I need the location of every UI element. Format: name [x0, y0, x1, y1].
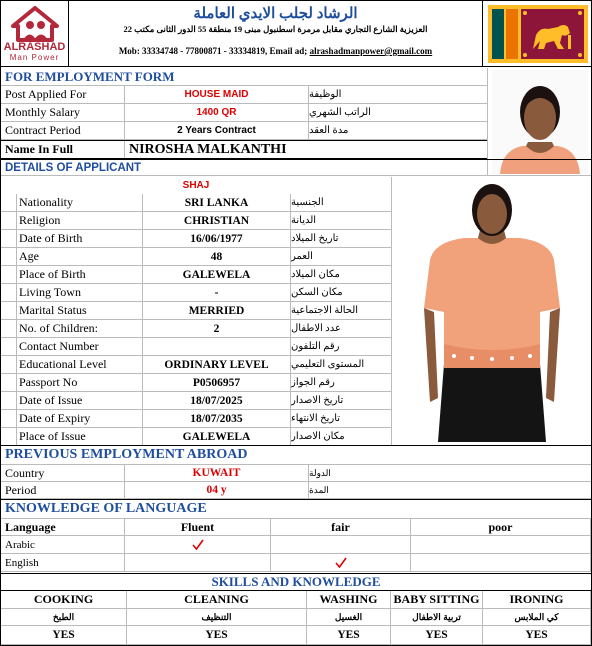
- employment-value: 1400 QR: [125, 104, 309, 121]
- skill-name: COOKING: [1, 591, 127, 608]
- house-people-icon: [10, 6, 60, 42]
- skill-value: YES: [1, 626, 127, 644]
- applicant-value: 16/06/1977: [143, 230, 291, 247]
- language-header-fair: fair: [271, 519, 411, 535]
- applicant-label: Date of Birth: [19, 230, 143, 247]
- skill-name-row: [1, 591, 591, 609]
- applicant-label: Marital Status: [19, 302, 143, 319]
- skill-name: CLEANING: [127, 591, 307, 608]
- applicant-code-row: [1, 177, 391, 194]
- applicant-label: Date of Expiry: [19, 410, 143, 427]
- row-gutter: [1, 374, 17, 391]
- previous-row: [1, 482, 591, 499]
- previous-section-header: [1, 445, 591, 465]
- row-gutter: [1, 248, 17, 265]
- language-level-cell: [411, 554, 591, 571]
- language-level-cell: [125, 554, 271, 571]
- applicant-row: [1, 428, 391, 446]
- employment-section-title: FOR EMPLOYMENT FORM: [5, 68, 175, 84]
- applicant-label: No. of Children:: [19, 320, 143, 337]
- language-level-cell: [271, 554, 411, 571]
- language-header-row: [1, 519, 591, 536]
- row-gutter: [1, 230, 17, 247]
- skill-value: YES: [391, 626, 483, 644]
- applicant-arabic-label: عدد الاطفال: [291, 323, 341, 334]
- skills-section-header: [1, 573, 591, 591]
- row-gutter: [1, 356, 17, 373]
- company-logo: [1, 1, 69, 66]
- applicant-value: ORDINARY LEVEL: [143, 356, 291, 373]
- applicant-row: [1, 266, 391, 284]
- applicant-row: [1, 392, 391, 410]
- employment-row: [1, 104, 487, 122]
- previous-row: [1, 465, 591, 482]
- applicant-value: 2: [143, 320, 291, 337]
- sri-lanka-flag-icon: [488, 5, 588, 63]
- applicant-value: GALEWELA: [143, 428, 291, 445]
- checkmark-icon: [191, 538, 205, 552]
- skill-value: YES: [127, 626, 307, 644]
- applicant-value: SRI LANKA: [143, 194, 291, 211]
- name-label: Name In Full: [5, 141, 125, 158]
- applicant-arabic-label: تاريخ الاصدار: [291, 395, 344, 406]
- applicant-label: Living Town: [19, 284, 143, 301]
- previous-section-title: PREVIOUS EMPLOYMENT ABROAD: [5, 447, 248, 462]
- row-gutter: [1, 428, 17, 445]
- applicant-row: [1, 356, 391, 374]
- employment-arabic-label: مدة العقد: [309, 125, 349, 136]
- applicant-arabic-label: الديانة: [291, 215, 317, 226]
- applicant-label: Educational Level: [19, 356, 143, 373]
- applicant-label: Religion: [19, 212, 143, 229]
- email-link[interactable]: alrashadmanpower@gmail.com: [309, 46, 433, 56]
- language-level-cell: [411, 536, 591, 553]
- employment-row: [1, 86, 487, 104]
- applicant-row: [1, 194, 391, 212]
- employment-arabic-label: الراتب الشهري: [309, 107, 371, 118]
- applicant-arabic-label: الجنسية: [291, 197, 324, 208]
- language-header-language: Language: [5, 519, 125, 535]
- applicant-arabic-label: الحالة الاجتماعية: [291, 305, 359, 316]
- applicant-section-title: DETAILS OF APPLICANT: [5, 161, 142, 174]
- skill-value: YES: [307, 626, 391, 644]
- language-name: Arabic: [5, 536, 125, 553]
- applicant-row: [1, 284, 391, 302]
- previous-arabic-label: المدة: [309, 484, 329, 495]
- language-name: English: [5, 554, 125, 571]
- company-info: [69, 1, 483, 66]
- skill-name: BABY SITTING: [391, 591, 483, 608]
- applicant-code: SHAJ: [182, 180, 210, 191]
- skill-arabic-name: كي الملابس: [483, 609, 591, 625]
- previous-label: Country: [5, 465, 125, 481]
- previous-value: KUWAIT: [125, 465, 309, 481]
- applicant-row: [1, 410, 391, 428]
- applicant-value: P0506957: [143, 374, 291, 391]
- language-row: [1, 554, 591, 572]
- row-gutter: [1, 338, 17, 355]
- arabic-company-name: الرشاد لجلب الايدي العاملة: [193, 6, 358, 22]
- language-header-poor: poor: [411, 519, 591, 535]
- skill-value: YES: [483, 626, 591, 644]
- employment-label: Monthly Salary: [5, 104, 125, 121]
- employment-arabic-label: الوظيفة: [309, 89, 342, 100]
- skill-name: WASHING: [307, 591, 391, 608]
- row-gutter: [1, 320, 17, 337]
- applicant-value: [143, 338, 291, 355]
- row-gutter: [1, 392, 17, 409]
- applicant-arabic-label: العمر: [291, 251, 313, 262]
- row-gutter: [1, 212, 17, 229]
- applicant-value: GALEWELA: [143, 266, 291, 283]
- language-section-title: KNOWLEDGE OF LANGUAGE: [5, 501, 207, 516]
- employment-row: [1, 122, 487, 140]
- phone-numbers: Mob: 33334748 - 77800871 - 33334819, Email ad;: [118, 46, 310, 56]
- applicant-arabic-label: مكان الميلاد: [291, 269, 340, 280]
- skill-arabic-name: تربية الاطفال: [391, 609, 483, 625]
- applicant-arabic-label: المستوى التعليمي: [291, 359, 365, 370]
- row-gutter: [1, 194, 17, 211]
- applicant-arabic-label: تاريخ الانتهاء: [291, 413, 341, 424]
- employment-value: 2 Years Contract: [125, 122, 309, 139]
- applicant-label: Place of Issue: [19, 428, 143, 445]
- skill-name: IRONING: [483, 591, 591, 608]
- applicant-row: [1, 248, 391, 266]
- skills-section-title: SKILLS AND KNOWLEDGE: [211, 574, 381, 589]
- applicant-arabic-label: رقم التلفون: [291, 341, 340, 352]
- checkmark-icon: [334, 556, 348, 570]
- row-gutter: [1, 266, 17, 283]
- full-body-photo-icon: [394, 180, 590, 442]
- applicant-section-header: [1, 159, 591, 176]
- applicant-label: Date of Issue: [19, 392, 143, 409]
- applicant-value: CHRISTIAN: [143, 212, 291, 229]
- previous-value: 04 y: [125, 482, 309, 498]
- applicant-row: [1, 302, 391, 320]
- applicant-label: Place of Birth: [19, 266, 143, 283]
- logo-subtext: Man Power: [9, 52, 60, 62]
- skill-arabic-name-row: [1, 609, 591, 626]
- row-gutter: [1, 284, 17, 301]
- applicant-value: MERRIED: [143, 302, 291, 319]
- header: [1, 1, 591, 67]
- name-row: [1, 140, 487, 159]
- name-value: NIROSHA MALKANTHI: [129, 141, 287, 157]
- applicant-row: [1, 320, 391, 338]
- previous-arabic-label: الدولة: [309, 467, 331, 478]
- applicant-label: Age: [19, 248, 143, 265]
- skill-value-row: [1, 626, 591, 645]
- applicant-value: 48: [143, 248, 291, 265]
- employment-label: Contract Period: [5, 122, 125, 139]
- skill-arabic-name: الطبخ: [1, 609, 127, 625]
- applicant-row: [1, 338, 391, 356]
- applicant-value: 18/07/2025: [143, 392, 291, 409]
- applicant-arabic-label: تاريخ الميلاد: [291, 233, 339, 244]
- applicant-label: Nationality: [19, 194, 143, 211]
- skill-arabic-name: الغسيل: [307, 609, 391, 625]
- applicant-arabic-label: مكان الاصدار: [291, 431, 345, 442]
- logo-text: ALRASHAD: [3, 40, 66, 53]
- language-section-header: [1, 499, 591, 519]
- flag-cell: [485, 1, 591, 66]
- applicant-row: [1, 230, 391, 248]
- language-level-cell: [125, 536, 271, 553]
- applicant-row: [1, 374, 391, 392]
- row-gutter: [1, 302, 17, 319]
- employment-label: Post Applied For: [5, 86, 125, 103]
- language-header-fluent: Fluent: [125, 519, 271, 535]
- language-level-cell: [271, 536, 411, 553]
- applicant-label: Passport No: [19, 374, 143, 391]
- applicant-row: [1, 212, 391, 230]
- skill-arabic-name: التنظيف: [127, 609, 307, 625]
- employment-value: HOUSE MAID: [125, 86, 309, 103]
- row-gutter: [1, 410, 17, 427]
- applicant-label: Contact Number: [19, 338, 143, 355]
- portrait-photo-icon: [492, 70, 588, 174]
- arabic-address: العزيزية الشارع التجاري مقابل مرمرة اسطنبول مبنى 19 منطقة 55 الدور الثانى مكتب 22: [123, 24, 428, 34]
- applicant-arabic-label: رقم الجواز: [291, 377, 335, 388]
- previous-label: Period: [5, 482, 125, 498]
- contact-line: [119, 46, 432, 56]
- full-body-photo: [391, 177, 591, 445]
- language-row: [1, 536, 591, 554]
- applicant-value: -: [143, 284, 291, 301]
- applicant-arabic-label: مكان السكن: [291, 287, 343, 298]
- applicant-value: 18/07/2035: [143, 410, 291, 427]
- employment-section-header: [1, 68, 487, 86]
